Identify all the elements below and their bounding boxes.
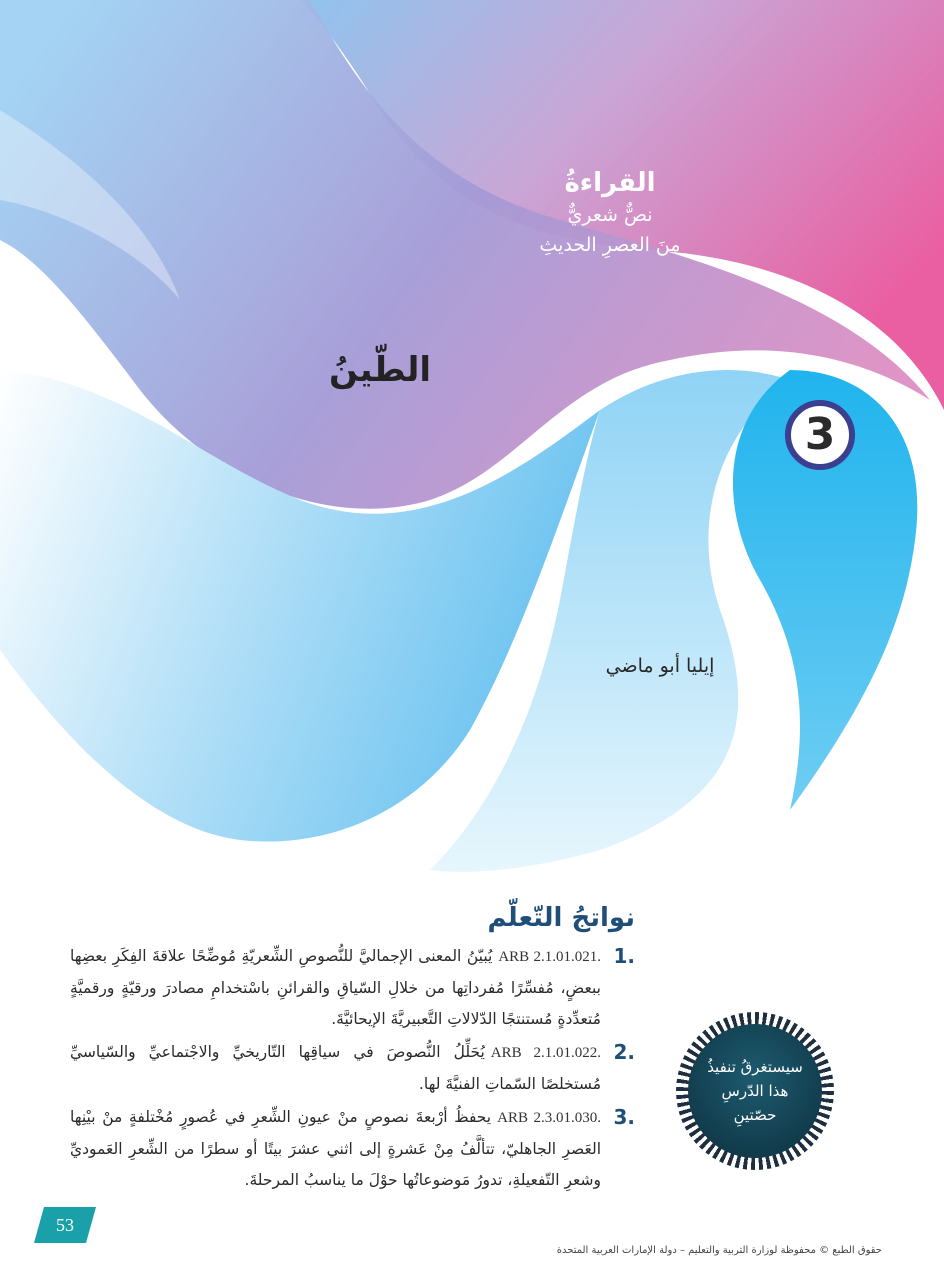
outcome-code: ARB 2.3.01.030.: [497, 1110, 602, 1126]
poem-title: الطّينُ: [328, 350, 432, 390]
page-number-badge: [34, 1207, 96, 1243]
duration-core: [688, 1024, 822, 1158]
unit-label: [520, 166, 700, 260]
outcomes-heading: نواتجُ التّعلّم: [487, 903, 635, 933]
unit-subtitle-line2: منَ العصرِ الحديثِ: [539, 234, 681, 256]
lesson-number: 3: [804, 409, 836, 460]
lesson-number-badge: [785, 400, 855, 470]
copyright-footer: حقوق الطبع © محفوظة لوزارة التربية والتعليم – دولة الإمارات العربية المتحدة: [556, 1245, 882, 1256]
outcome-number: .1: [613, 944, 635, 968]
outcome-item: [70, 1102, 635, 1196]
duration-text: [700, 1055, 810, 1127]
outcome-description: يُبيّنُ المعنى الإجماليَّ للنُّصوصِ الشِّعريّةِ مُوضِّحًا علاقةَ الفِكَرِ بعضِها ببعضٍ، مُفسِّرًا مُفرداتِها من خلالِ السّياقِ والقرائنِ باسْتخدامِ مصادرَ ورقيّةٍ ورقميَّةٍ مُتعدِّدةٍ مُستنتجًا الدّلالاتِ التَّعبيريَّةَ الإيحائيَّةَ.: [70, 947, 601, 1028]
duration-line2: هذا الدّرسِ: [721, 1082, 789, 1100]
unit-subtitle-line1: نصٌّ شعريٌّ: [567, 204, 653, 226]
outcome-code: ARB 2.1.01.022.: [490, 1045, 601, 1061]
outcome-text: [70, 1037, 601, 1100]
outcome-item: [70, 941, 635, 1035]
outcome-item: [70, 1037, 635, 1100]
lesson-duration-badge: [676, 1012, 834, 1170]
unit-title: القراءةُ: [564, 168, 656, 198]
outcome-description: يحفظُ أرْبعةَ نصوصٍ منْ عيونِ الشِّعرِ في عُصورٍ مُخْتلفةٍ منْ بيْنِها العَصرِ الجاهليّ، تتألَّفُ مِنْ عَشرةٍ إلى اثني عشرَ بيتًا أو سطرًا من الشِّعرِ العَموديِّ وشعرِ التّفعيلةِ، تدورُ مَوضوعاتُها حوْلَ ما يناسبُ المرحلةَ.: [70, 1108, 601, 1189]
author-name: إيليا أبو ماضي: [605, 655, 715, 677]
learning-outcomes: [70, 903, 635, 1198]
outcome-code: ARB 2.1.01.021.: [498, 949, 601, 965]
outcome-description: يُحَلِّلُ النُّصوصَ في سياقِها التّاريخيِّ والاجْتماعيِّ والسّياسيِّ مُستخلصًا السّماتِ الفنيَّةَ لها.: [70, 1043, 601, 1093]
outcome-text: [70, 941, 601, 1035]
outcome-text: [70, 1102, 601, 1196]
page-number: 53: [56, 1215, 74, 1235]
duration-line1: سيستغرقُ تنفيذُ: [707, 1058, 803, 1076]
outcome-number: .3: [613, 1105, 635, 1129]
outcome-number: .2: [613, 1040, 635, 1064]
duration-line3: حصّتينِ: [733, 1106, 777, 1124]
